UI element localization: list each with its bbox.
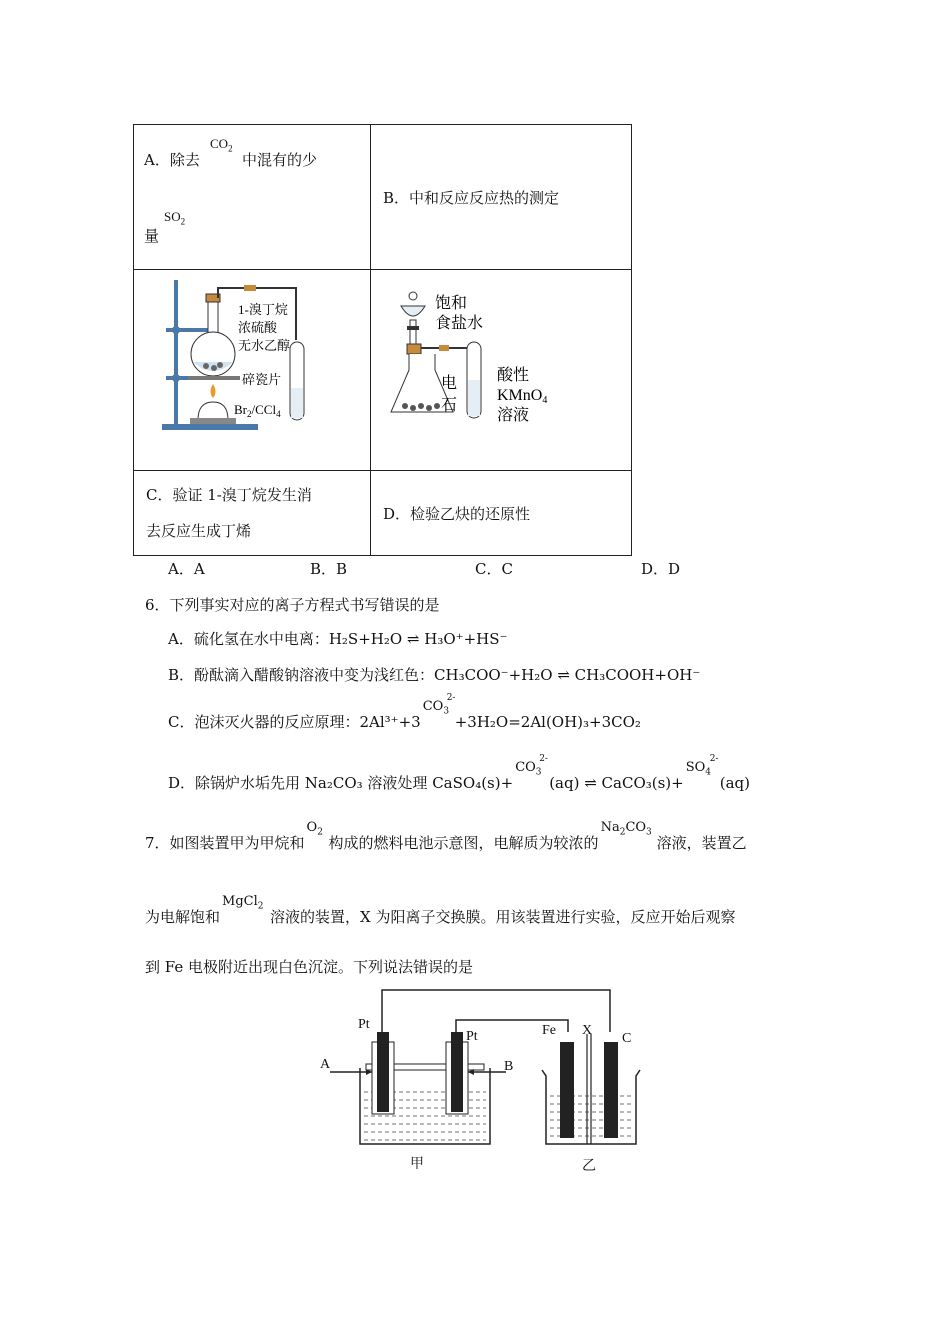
q6-d-mid: (aq) ⇌ CaCO₃(s)+: [549, 774, 684, 792]
o2-formula: $O_2$: [306, 820, 323, 838]
svg-text:1-溴丁烷: 1-溴丁烷: [238, 302, 288, 317]
acetylene-apparatus-diagram: [383, 270, 619, 466]
so4-ion: $SO_4$ 2-: [685, 754, 719, 778]
q6-option-a[interactable]: A．硫化氢在水中电离：H₂S+H₂O ⇌ H₃O⁺+HS⁻: [168, 630, 508, 648]
x-label: X: [582, 1023, 593, 1038]
cell-a-suffix: 中混有的少: [242, 151, 318, 169]
na2co3-formula: $Na_2CO_3$: [600, 820, 652, 838]
svg-text:碎瓷片: 碎瓷片: [242, 372, 282, 387]
co2-formula: $CO_2$: [210, 136, 233, 154]
cell-d-image: [371, 270, 632, 471]
cell-a: [134, 125, 371, 270]
q7-line2: [145, 894, 736, 927]
options-table: [133, 124, 632, 556]
b-label: B: [504, 1059, 514, 1074]
cell-c: [134, 471, 371, 556]
svg-text:Br2/CCl4: $Br_2/CCl_4$: [234, 402, 281, 419]
cell-c-line2: 去反应生成丁烯: [146, 522, 252, 540]
svg-text:石: 石: [441, 397, 458, 414]
q7-l1-pre: 7．如图装置甲为甲烷和: [145, 834, 305, 852]
cell-c-line1: C．验证 1-溴丁烷发生消: [146, 486, 312, 504]
q6-d-post: (aq): [719, 774, 750, 792]
q7-line3: 到 Fe 电极附近出现白色沉淀。下列说法错误的是: [145, 958, 474, 976]
svg-text:浓硫酸: 浓硫酸: [238, 320, 278, 335]
q6-d-pre: D．除锅炉水垢先用 Na₂CO₃ 溶液处理 CaSO₄(s)+: [168, 774, 514, 792]
pt-left-label: Pt: [358, 1017, 370, 1032]
q7-l1-mid: 构成的燃料电池示意图，电解质为较浓的: [328, 834, 599, 852]
q7-l2-pre: 为电解饱和: [145, 908, 221, 926]
svg-text:无水乙醇: 无水乙醇: [238, 338, 291, 353]
fuel-cell-electrolysis-figure: [310, 984, 650, 1180]
svg-text:酸性: 酸性: [497, 367, 530, 384]
q5-choice-a[interactable]: A．A: [168, 560, 205, 578]
cell-a-line2: 量: [144, 227, 160, 245]
q7-l2-post: 溶液的装置，X 为阳离子交换膜。用该装置进行实验，反应开始后观察: [270, 908, 736, 926]
q6-option-b[interactable]: B．酚酞滴入醋酸钠溶液中变为浅红色：CH₃COO⁻+H₂O ⇌ CH₃COOH+OH⁻: [168, 666, 701, 684]
cell-c-image: [134, 270, 371, 471]
pt-right-label: Pt: [466, 1029, 478, 1044]
mgcl2-formula: MgCl$_2$: [222, 894, 264, 912]
q7-l1-post: 溶液，装置乙: [656, 834, 747, 852]
co3-ion: $CO_3$ 2-: [422, 693, 456, 717]
co3-ion-d: $CO_3$ 2-: [515, 754, 548, 778]
q6-c-post: +3H₂O=2Al(OH)₃+3CO₂: [454, 713, 641, 731]
yi-label: 乙: [582, 1159, 596, 1174]
cell-d: [371, 471, 632, 556]
c-label: C: [622, 1031, 632, 1046]
cell-d-label: D．检验乙炔的还原性: [383, 504, 531, 523]
q6-option-c[interactable]: [168, 693, 641, 732]
jia-label: 甲: [410, 1157, 424, 1172]
so2-formula: $SO_2$: [164, 209, 186, 227]
elimination-apparatus-diagram: [146, 270, 358, 466]
cell-b-label: B．中和反应反应热的测定: [383, 188, 560, 207]
q5-choice-d[interactable]: D．D: [641, 560, 681, 578]
q5-choice-c[interactable]: C．C: [475, 560, 513, 578]
fe-label: Fe: [542, 1023, 556, 1038]
svg-text:溶液: 溶液: [497, 407, 530, 424]
cell-a-prefix: A．除去: [144, 151, 200, 169]
q5-choice-b[interactable]: B．B: [310, 560, 348, 578]
q6-stem: 6．下列事实对应的离子方程式书写错误的是: [145, 596, 440, 614]
svg-text:KMnO4: KMnO4: [497, 387, 548, 406]
q7-line1: [145, 820, 747, 853]
q6-option-d[interactable]: [168, 754, 750, 793]
cell-b: [371, 125, 632, 270]
svg-text:电: 电: [441, 375, 458, 392]
q6-c-pre: C．泡沫灭火器的反应原理：2Al³⁺+3: [168, 713, 421, 731]
svg-text:食盐水: 食盐水: [435, 315, 484, 332]
a-label: A: [320, 1057, 331, 1072]
svg-text:饱和: 饱和: [435, 295, 468, 312]
